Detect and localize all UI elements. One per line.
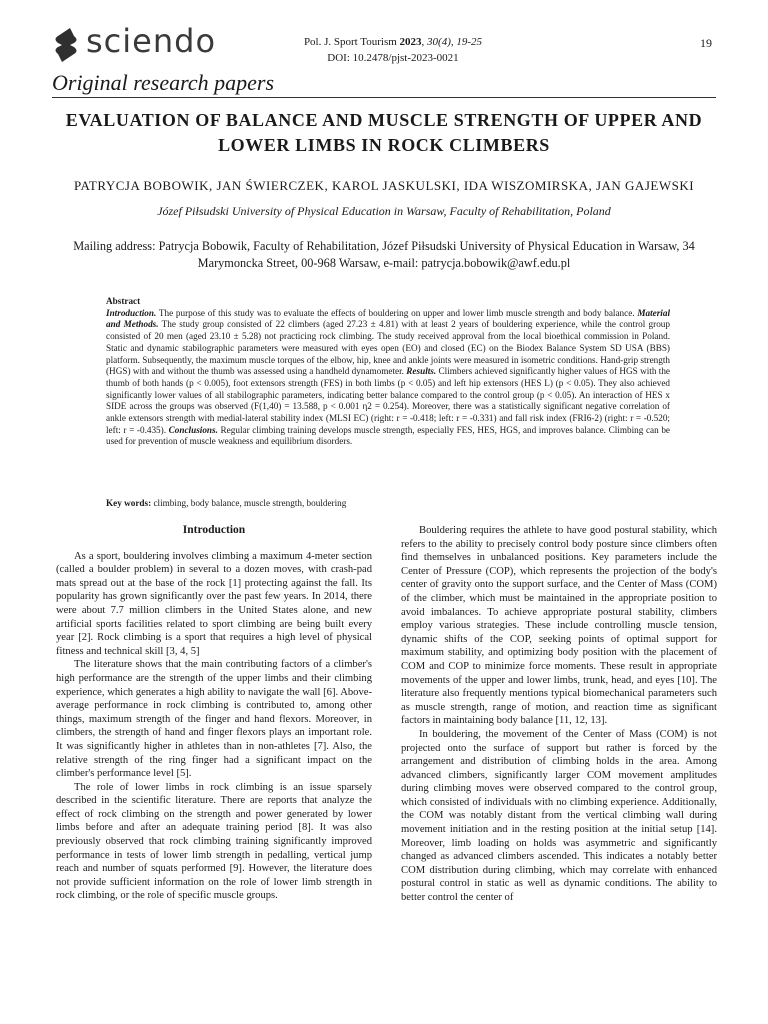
abstract-results-text: Climbers achieved significantly higher values of HGS with the thumb of both hands (p < 0.005), foot extensors strength (FES) in both limbs (p < 0.05) and left hip extensors (HES L) (p < 0.05). They also achieved significantly lower values of all stabilographic parameters, indicating better balance compared to the control group (p < 0.05). An interaction of HES x SIDE across the groups was observed (F(1,40) = 13.588, p < 0.001 η2 = 0.254). Moreover, there was a statistically significant negative correlation of ankle extensors strength with medial-lateral stability index (MLSI EC) (right: r = -0.418; left: r = -0.331) and fall risk index (FRI6-2) (right: r = -0.520; left: r = -0.435). xyxy=(106,366,670,435)
journal-citation: Pol. J. Sport Tourism 2023, 30(4), 19-25 DOI: 10.2478/pjst-2023-0021 xyxy=(290,34,496,66)
paragraph: In bouldering, the movement of the Center of Mass (COM) is not projected onto the surface of support but rather is forced by the arrangement and distribution of climbing holds in the area. Among advanced climbers, significantly larger COM movement amplitudes during climbing moves were observed compared to the control group, which consisted of individuals with no climbing experience. Additionally, the COM was notably distant from the vertical climbing wall during movement initiation and in the resting position at the initial setup [14]. Moreover, limb loading on holds was asymmetric and significantly changed as advanced climbers ascended. This indicates a notably better COM distribution during climbing, which may correlate with enhanced postural control in static as well as dynamic conditions. The ability to better control the center of xyxy=(401,728,717,904)
logo-text: sciendo xyxy=(86,22,217,60)
body-column-right xyxy=(401,524,717,905)
abstract-intro-text: The purpose of this study was to evaluate the effects of bouldering on upper and lower limb muscle strength and body balance. xyxy=(156,307,638,318)
journal-year: 2023 xyxy=(399,36,422,48)
sciendo-logo xyxy=(52,24,252,68)
affiliation: Józef Piłsudski University of Physical Education in Warsaw, Faculty of Rehabilitation, Poland xyxy=(157,204,611,218)
journal-name: Pol. J. Sport Tourism xyxy=(303,36,397,48)
author-list: PATRYCJA BOBOWIK, JAN ŚWIERCZEK, KAROL JASKULSKI, IDA WISZOMIRSKA, JAN GAJEWSKI xyxy=(73,178,695,193)
abstract-methods-label: Material and Methods. xyxy=(106,307,670,330)
abstract-conclusions-label: Conclusions. xyxy=(168,424,218,435)
abstract-conclusions-text: Regular climbing training develops muscle strength, especially FES, HES, HGS, and improves balance. Climbing can be used for prevention of muscle weakness and equilibrium disorders. xyxy=(106,424,670,447)
journal-volume: 30(4), 19-25 xyxy=(427,36,483,48)
page-number: 19 xyxy=(700,36,712,50)
paragraph: Bouldering requires the athlete to have good postural stability, which refers to the ability to precisely control body posture since climbers often find themselves in unbalanced positions. Key parameters include the Center of Pressure (COP), which represents the projection of the body's center of gravity onto the support surface, and the Center of Mass (COM) of the climber, which must be maintained in the appropriate position to avoid imbalances. To achieve appropriate postural stability, climbers employ various strategies. These include controlling muscle tension, dynamic shifts of the COP, seeking points of optimal support for maximum stability, and optimizing body position with the placement of COM and COP to minimize force moments. These result in appropriate movements of the upper and lower limbs, trunk, head, and eyes [10]. The literature also frequently mentions typical biomechanical parameters such as muscle strength, range of motion, and reaction time as significant factors in maintaining body balance [11, 12, 13]. xyxy=(401,525,717,727)
keywords-text: climbing, body balance, muscle strength, bouldering xyxy=(151,498,347,508)
section-label: Original research papers xyxy=(52,70,275,95)
abstract-intro-label: Introduction. xyxy=(106,307,157,318)
keywords xyxy=(106,498,670,508)
abstract-methods-text: The study group consisted of 22 climbers (aged 27.23 ± 4.81) with at least 2 years of bouldering experience, while the control group consisted of 20 men (aged 23.10 ± 5.28) not practicing rock climbing. The study received approval from the local bioethical commission in Poland. Static and dynamic stabilographic parameters were measured with eyes open (EO) and closed (EC) on the Biodex Balance System SD USA (BBS) platform. Subsequently, the maximum muscle torques of the elbow, hip, knee and ankle joints were measured in isometric conditions. Hand-grip strength (HGS) with and without the thumb was assessed using a handheld dynamometer. xyxy=(106,319,670,377)
abstract-heading: Abstract xyxy=(106,296,141,306)
sciendo-s-icon xyxy=(52,26,80,64)
paragraph: As a sport, bouldering involves climbing a maximum 4-meter section (called a boulder problem) in several to a dozen moves, with crash-pad mats spread out at the base of the rock [1] protecting against the fall. Its popularity has grown significantly over the past few years. In 2014, there were about 7.7 million climbers in the United States alone, and new artificial sports facilities related to sport climbing are being built every year [2]. Rock climbing is a sport that requires a high level of physical fitness and technical skill [3, 4, 5] xyxy=(56,550,372,657)
abstract xyxy=(106,296,670,448)
doi: DOI: 10.2478/pjst-2023-0021 xyxy=(327,52,459,64)
introduction-heading: Introduction xyxy=(182,524,246,536)
mailing-address: Mailing address: Patrycja Bobowik, Faculty of Rehabilitation, Józef Piłsudski University of Physical Education in Warsaw, 34 Marymoncka Street, 00-968 Warsaw, e-mail: patrycja.bobowik@awf.edu.pl xyxy=(73,239,695,270)
paragraph: The literature shows that the main contributing factors of a climber's high performance are the strength of the upper limbs and their climbing experience, which generates a high ability to navigate the wall [6]. Above-average performance in rock climbing is contributed to, among other things, maximum strength of the finger and hand flexors. Moreover, in climbers, the strength of hand and finger flexors plays an important role. It was significantly higher in athletes than in non-athletes [7]. Also, the relative strength of the ring finger had a significant impact on the climber's performance level [5]. xyxy=(56,659,372,780)
abstract-results-label: Results. xyxy=(406,366,437,377)
article-title: EVALUATION OF BALANCE AND MUSCLE STRENGTH OF UPPER AND LOWER LIMBS IN ROCK CLIMBERS xyxy=(65,110,703,155)
paragraph: The role of lower limbs in rock climbing is an issue sparsely described in the scientific literature. There are reports that analyze the effect of rock climbing on the strength and power generated by lower limbs before and after an adequate training period [8]. It was also previously observed that rock climbing training significantly improved performance in tests of lower limb strength in pedalling, vertical jump reach and number of squats performed [9]. However, the literature does not provide sufficient information on the role of lower limb strength in rock climbing, or the role of specific muscle groups. xyxy=(56,781,372,902)
header-divider xyxy=(52,97,716,98)
keywords-label: Key words: xyxy=(106,498,152,508)
body-column-left xyxy=(56,524,372,903)
